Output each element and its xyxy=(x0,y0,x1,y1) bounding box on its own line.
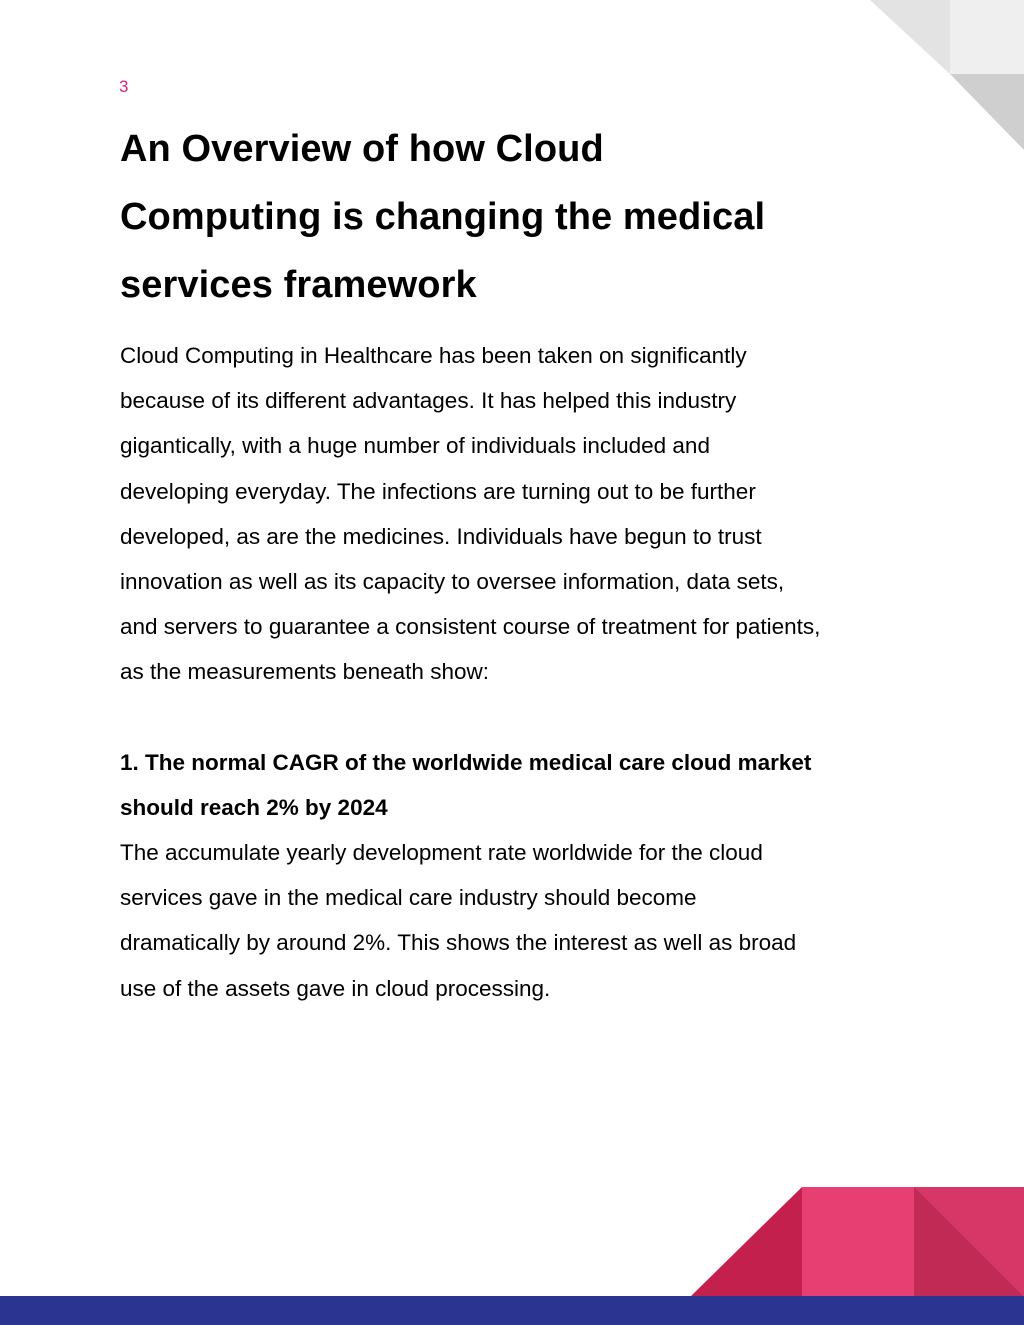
intro-paragraph xyxy=(120,333,910,695)
section-body-line: The accumulate yearly development rate worldwide for the cloud xyxy=(120,840,763,866)
section-body xyxy=(120,830,910,1011)
bottom-bar xyxy=(0,1296,1024,1325)
title-line: Computing is changing the medical xyxy=(120,196,766,238)
title-line: services framework xyxy=(120,264,477,306)
section-body-line: services gave in the medical care industry should become xyxy=(120,885,697,911)
section-1 xyxy=(120,740,910,1011)
corner-triangle-dark xyxy=(950,74,1024,150)
intro-line: and servers to guarantee a consistent course of treatment for patients, xyxy=(120,614,821,640)
intro-line: gigantically, with a huge number of individuals included and xyxy=(120,433,710,459)
section-heading-line: should reach 2% by 2024 xyxy=(120,794,388,820)
section-heading-line: 1. The normal CAGR of the worldwide medical care cloud market xyxy=(120,749,812,775)
intro-line: Cloud Computing in Healthcare has been taken on significantly xyxy=(120,343,747,368)
intro-line: as the measurements beneath show: xyxy=(120,659,489,685)
intro-line: developing everyday. The infections are turning out to be further xyxy=(120,478,756,504)
magenta-block xyxy=(802,1187,914,1297)
corner-triangle-light xyxy=(870,0,950,74)
title-line: An Overview of how Cloud xyxy=(120,128,604,170)
magenta-triangle-dark xyxy=(690,1187,802,1297)
page-title xyxy=(120,115,910,319)
intro-line: developed, as are the medicines. Individuals have begun to trust xyxy=(120,523,762,549)
section-body-line: dramatically by around 2%. This shows the interest as well as broad xyxy=(120,930,797,956)
intro-line: because of its different advantages. It has helped this industry xyxy=(120,388,737,414)
document-body xyxy=(120,115,910,1011)
page-number: 3 xyxy=(119,77,129,96)
intro-line: innovation as well as its capacity to oversee information, data sets, xyxy=(120,569,785,595)
corner-square-light xyxy=(950,0,1024,74)
section-body-line: use of the assets gave in cloud processing. xyxy=(120,975,551,1001)
bottom-right-corner-decoration xyxy=(690,1187,1024,1297)
section-heading xyxy=(120,740,910,830)
